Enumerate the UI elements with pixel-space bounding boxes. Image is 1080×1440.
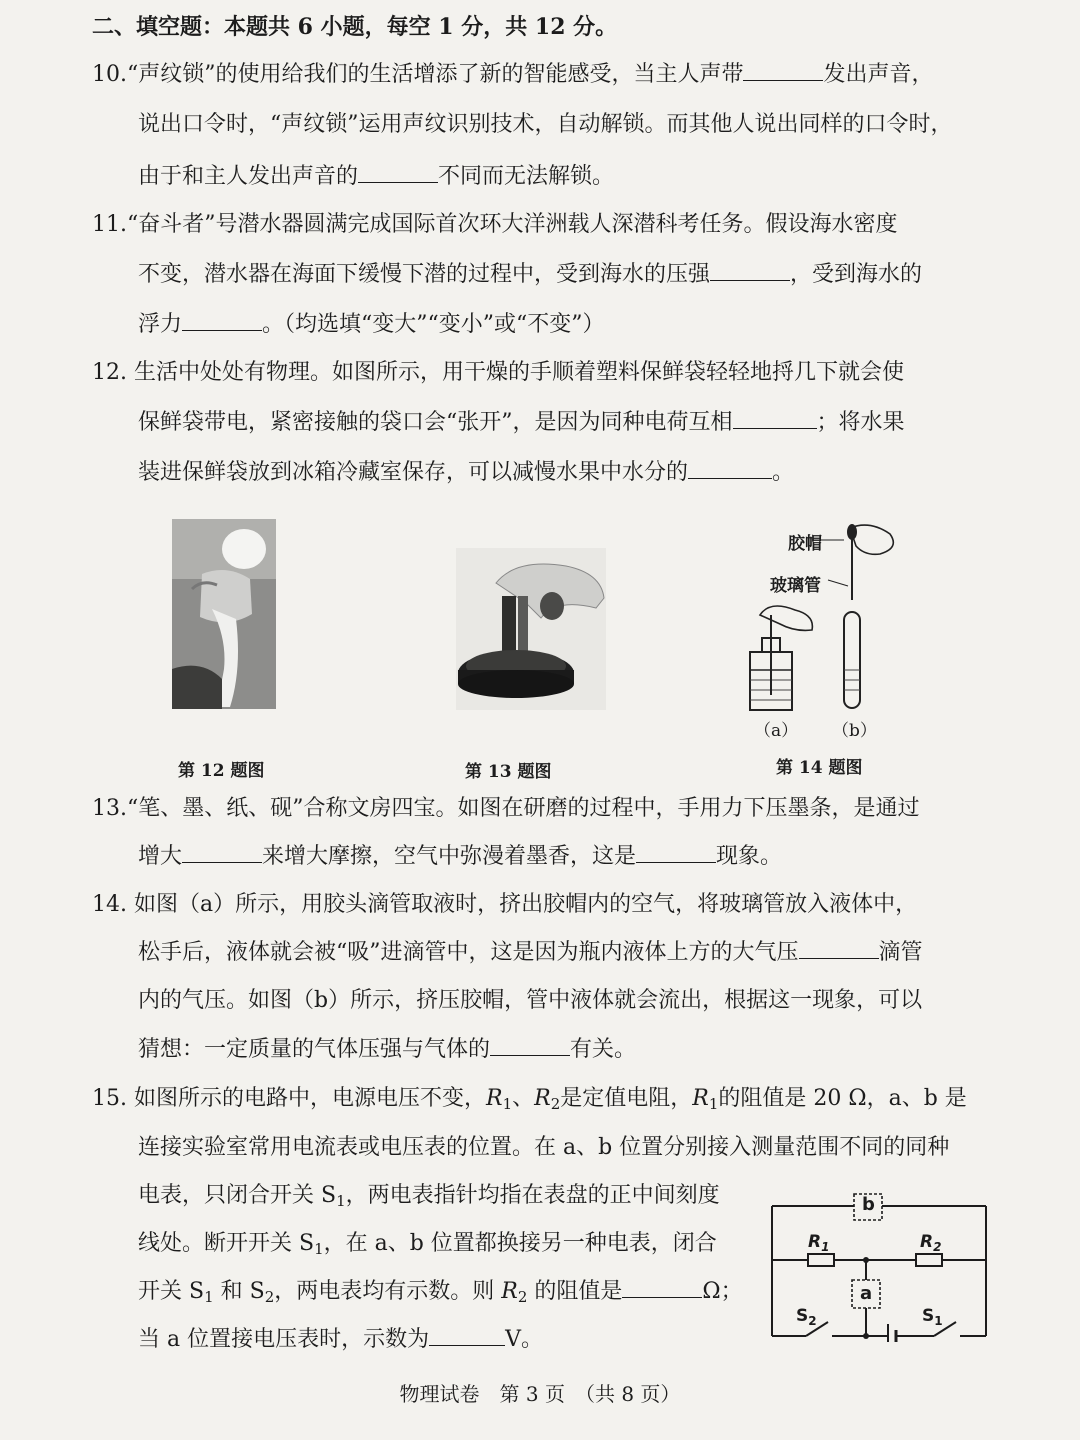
r2-letter: R: [920, 1232, 934, 1252]
label-rubber-cap: 胶帽: [788, 534, 822, 554]
meter-b-label: b: [862, 1194, 875, 1215]
s1-label: [922, 1306, 943, 1328]
q15-text: 和 S: [213, 1279, 265, 1304]
caption-fig-12: 第 12 题图: [178, 761, 265, 781]
r1-letter: R: [808, 1232, 822, 1252]
answer-blank[interactable]: [733, 408, 817, 429]
meter-a-label: a: [860, 1283, 873, 1304]
answer-blank[interactable]: [688, 458, 772, 479]
q10-line2: 说出口令时，“声纹锁”运用声纹识别技术，自动解锁。而其他人说出同样的口令时，: [138, 112, 953, 137]
q15-text: 开关 S: [138, 1279, 205, 1304]
r1-label: [808, 1232, 829, 1254]
q15-text: 是定值电阻，: [560, 1086, 693, 1111]
subscript: 2: [808, 1314, 817, 1328]
q14-line1: 14. 如图（a）所示，用胶头滴管取液时，挤出胶帽内的空气，将玻璃管放入液体中，: [92, 892, 918, 917]
q15-text: Ω；: [702, 1279, 743, 1304]
s2-label: [796, 1306, 817, 1328]
q14-text: 滴管: [878, 940, 923, 965]
q10-text: 发出声音，: [823, 62, 934, 87]
q15-line4: [138, 1229, 717, 1264]
q14-line4: [138, 1035, 636, 1065]
answer-blank[interactable]: [182, 310, 262, 331]
q15-text: ，在 a、b 位置都换接另一种电表，闭合: [323, 1231, 717, 1256]
answer-blank[interactable]: [182, 842, 262, 863]
subscript: 2: [933, 1240, 942, 1254]
q15-line2: 连接实验室常用电流表或电压表的位置。在 a、b 位置分别接入测量范围不同的同种: [138, 1135, 950, 1160]
q10-line3: [138, 162, 614, 192]
q13-line1: 13.“笔、墨、纸、砚”合称文房四宝。如图在研磨的过程中，手用力下压墨条，是通过: [92, 796, 920, 821]
caption-fig-13: 第 13 题图: [465, 762, 552, 782]
subscript: 1: [204, 1288, 214, 1306]
subscript: 1: [821, 1240, 830, 1254]
hand-plastic-bag-illustration: [172, 519, 276, 709]
q12-text: 装进保鲜袋放到冰箱冷藏室保存，可以减慢水果中水分的: [138, 460, 689, 485]
q11-text: 不变，潜水器在海面下缓慢下潜的过程中，受到海水的压强: [138, 262, 711, 287]
q15-text: ，两电表指针均指在表盘的正中间刻度: [345, 1183, 720, 1208]
q10-text: 10.“声纹锁”的使用给我们的生活增添了新的智能感受，当主人声带: [92, 62, 744, 87]
q14-text: 松手后，液体就会被“吸”进滴管中，这是因为瓶内液体上方的大气压: [138, 940, 799, 965]
circuit-diagram: [766, 1190, 992, 1342]
page-footer: 物理试卷 第 3 页 （共 8 页）: [399, 1382, 681, 1406]
q12-text: 。: [772, 460, 795, 485]
q12-text: 保鲜袋带电，紧密接触的袋口会“张开”，是因为同种电荷互相: [138, 410, 733, 435]
q13-text: 现象。: [716, 844, 783, 869]
q14-line2: [138, 938, 923, 968]
answer-blank[interactable]: [636, 842, 716, 863]
q14-text: 有关。: [570, 1037, 637, 1062]
label-a: （a）: [754, 721, 799, 741]
q11-text: 浮力: [138, 312, 183, 337]
q12-text: ；将水果: [816, 410, 905, 435]
q15-line3: [138, 1181, 720, 1216]
answer-blank[interactable]: [490, 1035, 570, 1056]
q10-text: 由于和主人发出声音的: [138, 164, 359, 189]
q11-line2: [138, 260, 922, 290]
label-b: （b）: [832, 721, 877, 741]
q11-line3: [138, 310, 605, 340]
caption-fig-14: 第 14 题图: [776, 758, 863, 778]
q14-line3: 内的气压。如图（b）所示，挤压胶帽，管中液体就会流出，根据这一现象，可以: [138, 988, 923, 1013]
section-title: 二、填空题：本题共 6 小题，每空 1 分，共 12 分。: [92, 14, 618, 40]
label-glass-tube: 玻璃管: [770, 576, 821, 596]
subscript: 1: [708, 1095, 719, 1113]
r-symbol: R: [501, 1279, 518, 1304]
q11-line1: 11.“奋斗者”号潜水器圆满完成国际首次环大洋洲载人深潜科考任务。假设海水密度: [92, 212, 898, 237]
s2-letter: S: [796, 1306, 809, 1326]
subscript: 2: [550, 1095, 561, 1113]
q10-text: 不同而无法解锁。: [438, 164, 615, 189]
q13-text: 来增大摩擦，空气中弥漫着墨香，这是: [262, 844, 637, 869]
q15-line6: [138, 1325, 543, 1355]
subscript: 2: [264, 1288, 275, 1306]
answer-blank[interactable]: [429, 1325, 505, 1346]
q12-line3: [138, 458, 794, 488]
subscript: 1: [336, 1192, 346, 1210]
subscript: 1: [314, 1240, 324, 1258]
answer-blank[interactable]: [622, 1277, 702, 1298]
q15-text: 15. 如图所示的电路中，电源电压不变，: [92, 1086, 486, 1111]
q11-text: 。（均选填“变大”“变小”或“不变”）: [262, 312, 605, 337]
q11-text: ，受到海水的: [790, 262, 923, 287]
q15-text: 的阻值是 20 Ω，a、b 是: [718, 1086, 967, 1111]
s1-letter: S: [922, 1306, 935, 1326]
subscript: 1: [934, 1314, 943, 1328]
q15-text: 电表，只闭合开关 S: [138, 1183, 337, 1208]
answer-blank[interactable]: [358, 162, 438, 183]
answer-blank[interactable]: [743, 60, 823, 81]
answer-blank[interactable]: [799, 938, 879, 959]
q15-text: 的阻值是: [527, 1279, 623, 1304]
q12-line1: 12. 生活中处处有物理。如图所示，用干燥的手顺着塑料保鲜袋轻轻地捋几下就会使: [92, 360, 904, 385]
q15-text: 当 a 位置接电压表时，示数为: [138, 1327, 430, 1352]
r-symbol: R: [692, 1086, 709, 1111]
dropper-illustration: [740, 520, 910, 740]
r2-label: [920, 1232, 941, 1254]
q13-line2: [138, 842, 782, 872]
q15-line1: [92, 1084, 967, 1119]
q15-text: V。: [505, 1327, 543, 1352]
figure-13-photo: [456, 548, 606, 710]
r-symbol: R: [534, 1086, 551, 1111]
figure-12-photo: [172, 519, 276, 709]
q15-text: ，两电表均有示数。则: [274, 1279, 502, 1304]
q15-line5: [138, 1277, 743, 1312]
q14-text: 猜想：一定质量的气体压强与气体的: [138, 1037, 491, 1062]
subscript: 1: [502, 1095, 513, 1113]
figure-14-diagram: [740, 520, 910, 740]
inkstone-grinding-illustration: [456, 548, 606, 710]
q12-line2: [138, 408, 905, 438]
q15-text: 、: [512, 1086, 535, 1111]
q13-text: 增大: [138, 844, 183, 869]
answer-blank[interactable]: [710, 260, 790, 281]
q10-line1: [92, 60, 934, 90]
subscript: 2: [517, 1288, 528, 1306]
q15-text: 线处。断开开关 S: [138, 1231, 315, 1256]
r-symbol: R: [485, 1086, 503, 1111]
